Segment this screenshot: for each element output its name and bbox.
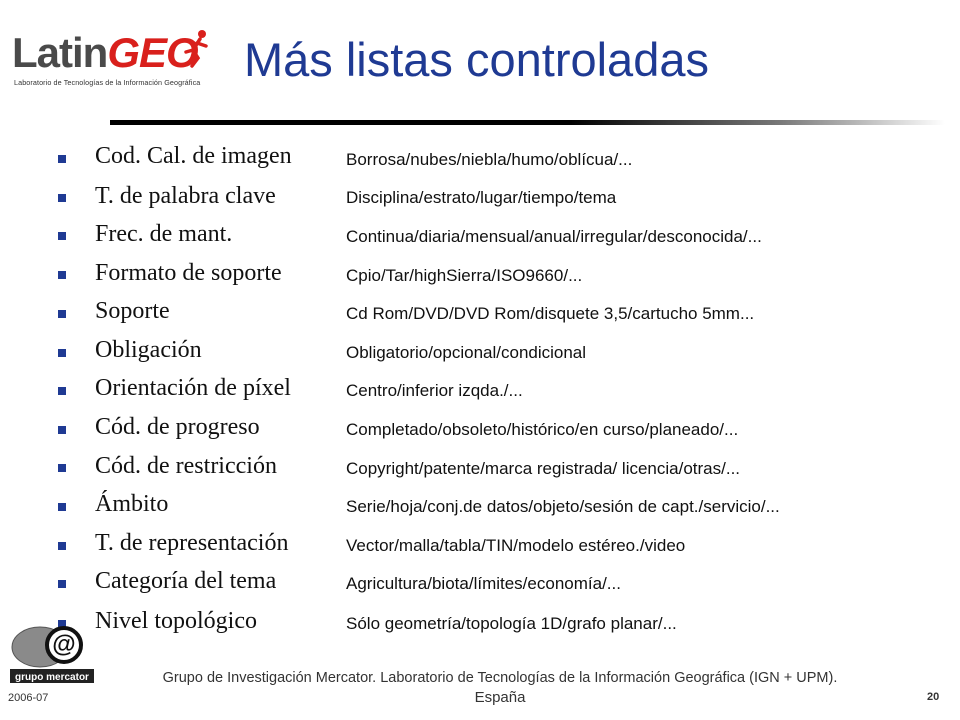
list-item-desc: Obligatorio/opcional/condicional	[346, 343, 587, 362]
list-item-desc: Copyright/patente/marca registrada/ licencia/otras/...	[346, 459, 741, 478]
list-item-term: Cod. Cal. de imagen	[95, 143, 292, 169]
list-item-desc: Serie/hoja/conj.de datos/objeto/sesión de capt./servicio/...	[346, 497, 780, 516]
square-bullet-icon	[58, 271, 66, 279]
svg-text:@: @	[52, 631, 76, 658]
square-bullet-icon	[58, 155, 66, 163]
logo-latin-text: Latin	[12, 29, 108, 76]
footer-line-1: Grupo de Investigación Mercator. Laboratorio de Tecnologías de la Información Geográfica (IGN + UPM).	[162, 670, 838, 686]
list-item-desc: Sólo geometría/topología 1D/grafo planar/...	[346, 614, 677, 633]
list-item-term: Orientación de píxel	[95, 375, 291, 401]
square-bullet-icon	[58, 387, 66, 395]
list-item-term: Obligación	[95, 337, 202, 363]
square-bullet-icon	[58, 542, 66, 550]
list-item-term: Ámbito	[95, 491, 169, 517]
square-bullet-icon	[58, 349, 66, 357]
list-item	[0, 177, 960, 215]
list-item	[0, 255, 960, 293]
logo-geo-text: GEO	[107, 29, 198, 76]
list-item	[0, 332, 960, 370]
square-bullet-icon	[58, 580, 66, 588]
list-item-desc: Vector/malla/tabla/TIN/modelo estéreo./video	[346, 536, 686, 555]
square-bullet-icon	[58, 464, 66, 472]
list-item-term: T. de representación	[95, 530, 289, 556]
list-item-term: Formato de soporte	[95, 260, 282, 286]
square-bullet-icon	[58, 310, 66, 318]
list-item	[0, 525, 960, 563]
title-divider	[110, 120, 945, 125]
list-item-desc: Disciplina/estrato/lugar/tiempo/tema	[346, 188, 617, 207]
list-item-desc: Agricultura/biota/límites/economía/...	[346, 574, 621, 593]
square-bullet-icon	[58, 232, 66, 240]
list-item	[0, 603, 960, 641]
list-item-desc: Cd Rom/DVD/DVD Rom/disquete 3,5/cartucho 5mm...	[346, 304, 755, 323]
list-item	[0, 564, 960, 602]
page-number: 20	[927, 691, 940, 703]
list-item-desc: Completado/obsoleto/histórico/en curso/planeado/...	[346, 420, 739, 439]
list-item-term: Categoría del tema	[95, 568, 277, 594]
latingeo-logo	[12, 30, 212, 100]
list-item-desc: Borrosa/nubes/niebla/humo/oblícua/...	[346, 150, 633, 169]
list-item	[0, 448, 960, 486]
footer-date: 2006-07	[8, 692, 49, 704]
list-item-desc: Cpio/Tar/highSierra/ISO9660/...	[346, 266, 583, 285]
grupo-mercator-wordmark: grupo mercator	[15, 672, 89, 683]
running-figure-icon	[180, 28, 212, 68]
list-item	[0, 216, 960, 254]
square-bullet-icon	[58, 426, 66, 434]
logo-subtitle: Laboratorio de Tecnologías de la Información Geográfica	[14, 78, 201, 87]
list-item	[0, 409, 960, 447]
list-item-desc: Centro/inferior izqda./...	[346, 381, 523, 400]
list-item-term: Soporte	[95, 298, 170, 324]
square-bullet-icon	[58, 503, 66, 511]
list-item	[0, 371, 960, 409]
footer-line-2: España	[474, 689, 526, 706]
list-item	[0, 293, 960, 331]
list-item-term: Nivel topológico	[95, 608, 257, 634]
list-item	[0, 140, 960, 178]
list-item-term: Cód. de restricción	[95, 453, 277, 479]
list-item-term: Frec. de mant.	[95, 221, 233, 247]
square-bullet-icon	[58, 194, 66, 202]
list-item-term: T. de palabra clave	[95, 183, 276, 209]
list-item-term: Cód. de progreso	[95, 414, 260, 440]
list-item-desc: Continua/diaria/mensual/anual/irregular/desconocida/...	[346, 227, 762, 246]
list-item	[0, 487, 960, 525]
slide-title: Más listas controladas	[244, 33, 709, 86]
